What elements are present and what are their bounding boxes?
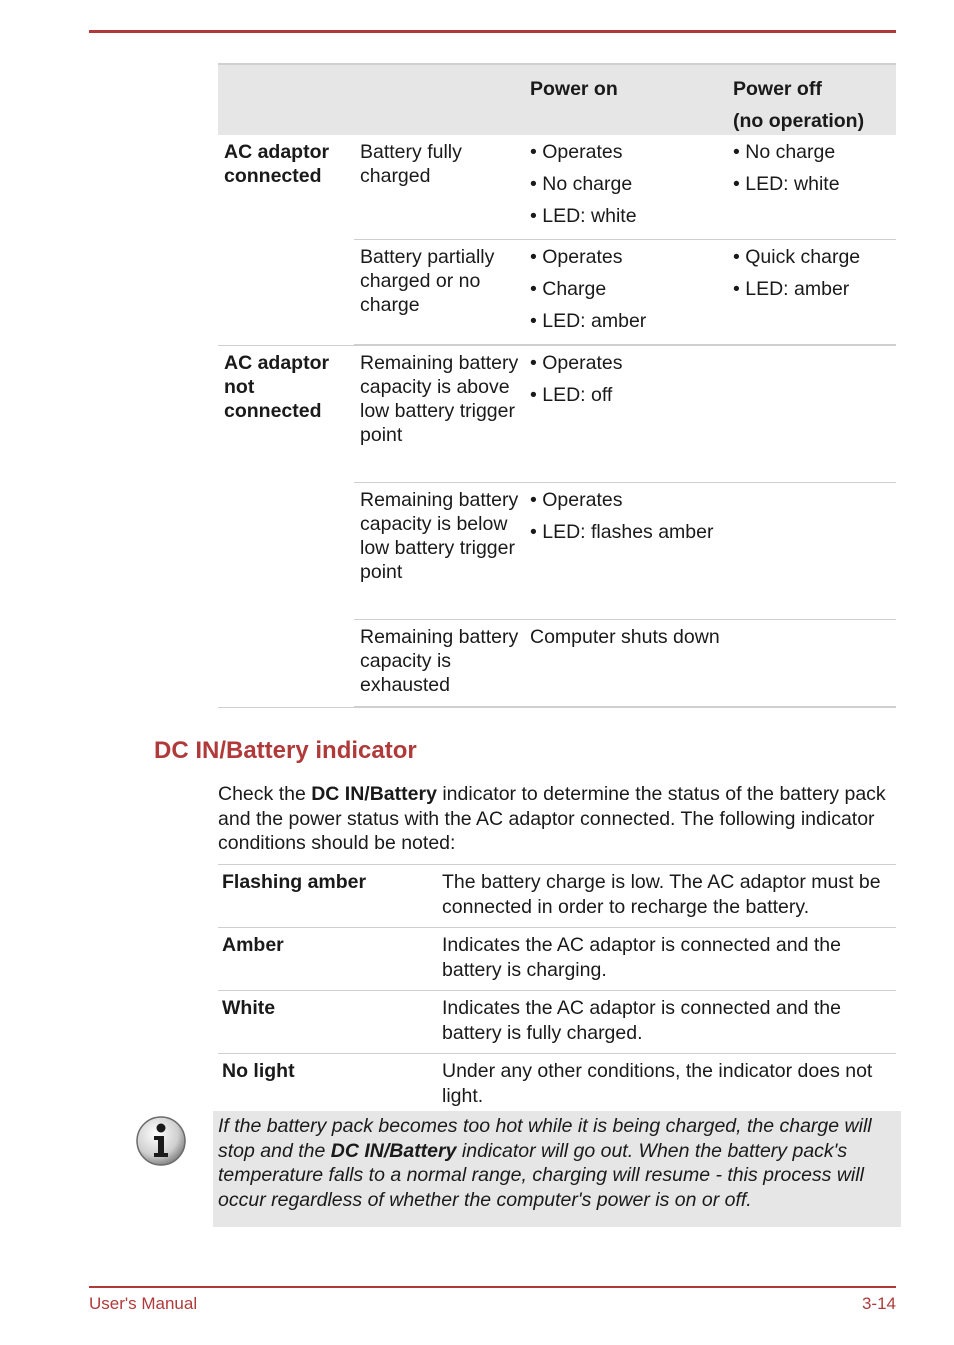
table-row [218, 991, 896, 1054]
indicator-term: Amber [222, 934, 284, 956]
group-label: AC adaptor not connected [224, 352, 330, 422]
power-off-cell: • No charge • LED: white [733, 141, 840, 195]
condition-cell: Battery partially charged or no charge [360, 246, 495, 316]
group-label: AC adaptor connected [224, 141, 330, 187]
group-ac-connected [218, 135, 896, 345]
section-heading: DC IN/Battery indicator [154, 737, 417, 764]
indicator-term: Flashing amber [222, 871, 367, 893]
power-on-cell: • Operates • LED: off [530, 352, 623, 406]
table-row [218, 928, 896, 991]
indicator-table [218, 864, 896, 1118]
power-status-table [218, 63, 896, 708]
power-off-cell [727, 346, 896, 482]
condition-cell: Remaining battery capacity is exhausted [360, 626, 519, 696]
power-on-cell: Computer shuts down [530, 626, 720, 648]
power-off-cell [727, 620, 896, 706]
power-off-cell [727, 483, 896, 619]
condition-cell: Remaining battery capacity is above low battery trigger point [360, 352, 519, 446]
power-off-cell: • Quick charge • LED: amber [733, 246, 861, 300]
indicator-desc: The battery charge is low. The AC adaptor must be connected in order to recharge the battery. [442, 871, 881, 918]
condition-cell: Battery fully charged [360, 141, 462, 187]
intro-paragraph: Check the DC IN/Battery indicator to determine the status of the battery pack and the power status with the AC adaptor connected. The following indicator conditions should be noted: [218, 783, 886, 854]
table-row [354, 346, 896, 483]
indicator-desc: Indicates the AC adaptor is connected and the battery is fully charged. [442, 997, 841, 1044]
header-power-off: Power off (no operation) [733, 78, 865, 132]
power-on-cell: • Operates • Charge • LED: amber [530, 246, 647, 332]
header-rule [89, 30, 896, 33]
indicator-desc: Indicates the AC adaptor is connected and the battery is charging. [442, 934, 841, 981]
group-ac-not-connected [218, 346, 896, 707]
group-divider [218, 707, 896, 708]
condition-cell: Remaining battery capacity is below low battery trigger point [360, 489, 519, 583]
indicator-desc: Under any other conditions, the indicator does not light. [442, 1060, 873, 1107]
footer-title: User's Manual [89, 1294, 198, 1313]
table-row [218, 865, 896, 928]
indicator-term: White [222, 997, 276, 1019]
footer-rule [89, 1286, 896, 1288]
table-row [354, 135, 896, 240]
header-power-on: Power on [530, 78, 618, 100]
table-row [354, 483, 896, 620]
info-icon [135, 1115, 187, 1167]
table-row [354, 240, 896, 345]
table-row [354, 620, 896, 707]
indicator-term: No light [222, 1060, 295, 1082]
note-box: If the battery pack becomes too hot while it is being charged, the charge will stop and the DC IN/Battery indicator will go out. When the battery pack's temperature falls to a normal range, charging will resume - this process will occur regardless of whether the computer's power is on or off. [213, 1111, 901, 1227]
page-number: 3-14 [861, 1294, 896, 1313]
table-header-row [218, 63, 896, 135]
power-on-cell: • Operates • LED: flashes amber [530, 489, 714, 543]
power-on-cell: • Operates • No charge • LED: white [530, 141, 637, 227]
table-row [218, 1054, 896, 1118]
